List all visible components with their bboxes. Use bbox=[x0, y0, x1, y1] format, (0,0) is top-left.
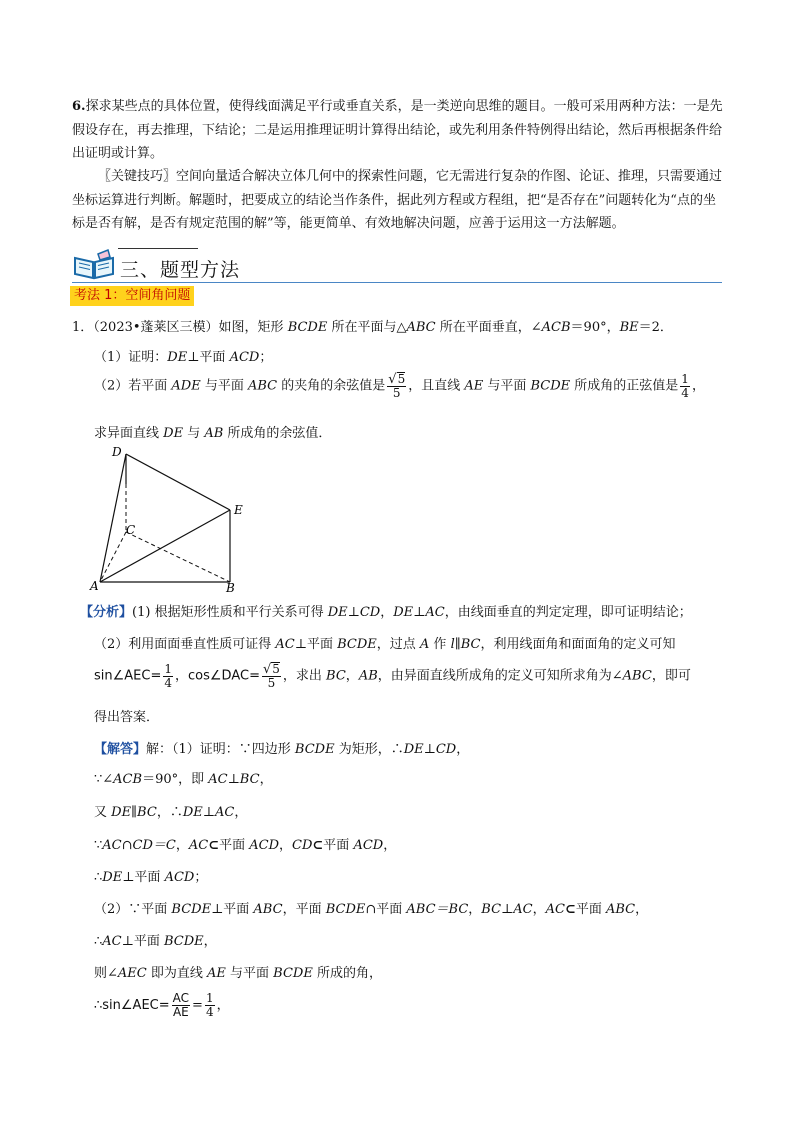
solution-s4-acd-2: ACD bbox=[353, 838, 384, 853]
q2-text-e: 与平面 bbox=[483, 378, 531, 394]
analysis-line-4 bbox=[94, 706, 159, 725]
topic-tag-label: 考法 1：空间角问题 bbox=[74, 288, 191, 303]
problem-source: （2023•蓬莱区三模） bbox=[93, 320, 219, 335]
solution-line-6 bbox=[94, 898, 648, 917]
solution-s6-abc: ABC bbox=[253, 902, 283, 917]
solution-s4-accd: AC∩CD＝C bbox=[102, 838, 176, 853]
q1-text: ⊥平面 bbox=[187, 350, 230, 365]
analysis-l2-bcde: BCDE bbox=[337, 637, 377, 652]
paragraph-number: 6. bbox=[72, 99, 86, 114]
analysis-l2-ac: AC bbox=[275, 637, 295, 652]
solution-plane-3: 平面 bbox=[575, 902, 606, 917]
solution-s6-d: ∩平面 bbox=[365, 902, 407, 917]
q2-label: （2）若平面 bbox=[94, 378, 172, 394]
solution-comma-10: ， bbox=[203, 934, 217, 949]
solution-s5-acd: ACD bbox=[164, 870, 195, 885]
solution-s9-1: 1 bbox=[205, 991, 214, 1005]
problem-statement bbox=[72, 316, 673, 335]
solution-s2-acbc: AC⊥BC bbox=[208, 772, 260, 787]
analysis-l3-a: ，求出 bbox=[282, 668, 327, 684]
sin-fraction bbox=[680, 373, 690, 400]
solution-comma-3: ， bbox=[234, 805, 248, 820]
solution-frac-1-4 bbox=[205, 992, 215, 1019]
problem-stem-b: 所在平面与△ bbox=[327, 320, 407, 335]
solution-s6-abc-2: ABC bbox=[606, 902, 636, 917]
analysis-l3-c: ，即可 bbox=[651, 668, 691, 684]
method-paragraph bbox=[72, 95, 724, 166]
q2-ade: ADE bbox=[171, 378, 201, 394]
solution-s4-a: ∵ bbox=[94, 838, 103, 853]
problem-stem-d: ＝90°， bbox=[570, 320, 620, 335]
paragraph-text: 探求某些点的具体位置，使得线面满足平行或垂直关系，是一类逆向思维的题目。一般可采用两种方法：一是先假设存在，再去推理，下结论；二是运用推理证明计算得出结论，或先利用条件特例得出结论，然后再根据条件给出证明或计算。 bbox=[72, 99, 723, 161]
problem-number: 1． bbox=[72, 320, 94, 335]
solution-comma-8: ， bbox=[532, 902, 546, 917]
analysis-f2n: 5 bbox=[272, 662, 280, 676]
key-tip-paragraph bbox=[72, 165, 724, 236]
solution-comma-2: ， bbox=[259, 772, 273, 787]
analysis-line-3 bbox=[94, 662, 691, 690]
analysis-l3-bc: BC bbox=[326, 668, 346, 684]
analysis-l3-b: ，由异面直线所成角的定义可知所求角为 bbox=[377, 668, 612, 684]
solution-s8-aec: ∠AEC bbox=[107, 966, 147, 981]
section-title: 三、题型方法 bbox=[120, 259, 241, 281]
problem-stem-e: ＝2． bbox=[638, 320, 673, 335]
solution-s5-c: ； bbox=[194, 870, 208, 885]
solution-s5-b: ⊥平面 bbox=[122, 870, 165, 885]
q2-de: DE bbox=[163, 426, 184, 441]
solution-s6-c: ，平面 bbox=[282, 902, 326, 917]
title-underline bbox=[72, 282, 722, 283]
solution-s7-b: ⊥平面 bbox=[121, 934, 164, 949]
q2-text-c: 的夹角的余弦值是 bbox=[277, 378, 386, 394]
solution-line-4 bbox=[94, 834, 396, 853]
analysis-de-ac: DE⊥AC bbox=[393, 605, 445, 620]
q1-label: （1）证明： bbox=[94, 350, 168, 365]
frac1-den: 5 bbox=[392, 386, 401, 400]
solution-comma-7: ， bbox=[468, 902, 482, 917]
q2-text-g: ， bbox=[691, 378, 705, 394]
solution-s9-a: ∴sin∠AEC= bbox=[94, 998, 170, 1013]
solution-line-2 bbox=[94, 768, 273, 787]
analysis-l2-b: ⊥平面 bbox=[294, 637, 338, 652]
q1-acd: ACD bbox=[229, 350, 260, 365]
analysis-l3-abc: ∠ABC bbox=[611, 668, 652, 684]
rect-name: BCDE bbox=[287, 320, 328, 335]
point-a: A bbox=[90, 579, 99, 593]
solution-s3-deac: DE⊥AC bbox=[182, 805, 235, 820]
solution-s6-bcac: BC⊥AC bbox=[481, 902, 533, 917]
analysis-line-1 bbox=[80, 601, 692, 620]
solution-s8-c: 与平面 bbox=[225, 966, 274, 981]
solution-subset-3: ⊂ bbox=[564, 902, 576, 917]
solution-s2-b: ＝90°，即 bbox=[142, 772, 209, 787]
solution-comma-1: ， bbox=[456, 742, 470, 757]
q2-ae: AE bbox=[464, 378, 484, 394]
analysis-l2-c: ，过点 bbox=[376, 637, 420, 652]
solution-s5-a: ∴ bbox=[94, 870, 103, 885]
segment-be: BE bbox=[619, 320, 639, 335]
analysis-l2-a: （2）利用面面垂直性质可证得 bbox=[94, 637, 276, 652]
analysis-sin: sin∠AEC= bbox=[94, 668, 162, 684]
solution-label: 【解答】 bbox=[94, 742, 147, 757]
solution-s6-bcde: BCDE bbox=[171, 902, 212, 917]
solution-s1-decd: DE⊥CD bbox=[403, 742, 457, 757]
solution-line-7 bbox=[94, 930, 217, 949]
solution-frac-ac-ae bbox=[172, 992, 190, 1019]
q2-text-i: 与 bbox=[183, 426, 205, 441]
analysis-frac-1 bbox=[163, 663, 173, 690]
q2-text-b: 与平面 bbox=[200, 378, 248, 394]
point-c: C bbox=[126, 523, 136, 537]
solution-s4-cd: CD bbox=[292, 838, 313, 853]
frac2-num: 1 bbox=[681, 371, 689, 386]
analysis-f1d: 4 bbox=[164, 675, 172, 690]
solution-s8-d: 所成的角， bbox=[312, 966, 382, 981]
solution-s1-b: 为矩形，∴ bbox=[334, 742, 404, 757]
solution-plane-2: 平面 bbox=[323, 838, 354, 853]
solution-s6-abcbc: ABC＝BC bbox=[406, 902, 469, 917]
analysis-l2-d: 作 bbox=[429, 637, 451, 652]
solution-s6-a: （2）∵平面 bbox=[94, 902, 172, 917]
solution-s8-b: 即为直线 bbox=[146, 966, 207, 981]
cos-fraction bbox=[387, 372, 406, 400]
solution-line-9 bbox=[94, 992, 230, 1019]
part-2-question-cont bbox=[94, 422, 331, 441]
analysis-f1n: 1 bbox=[164, 661, 172, 676]
q2-text-d: ，且直线 bbox=[408, 378, 465, 394]
solution-s9-fd: AE bbox=[172, 1005, 189, 1019]
q2-text-f: 所成角的正弦值是 bbox=[570, 378, 679, 394]
solution-s4-ac: AC bbox=[188, 838, 209, 853]
part-2-question bbox=[94, 372, 705, 400]
analysis-sqrt-sign: √ bbox=[262, 662, 272, 677]
analysis-l1-a: (1) 根据矩形性质和平行关系可得 bbox=[132, 605, 328, 620]
solution-s7-ac: AC bbox=[102, 934, 122, 949]
q1-end: ； bbox=[259, 350, 273, 365]
solution-comma-6: ， bbox=[383, 838, 397, 853]
solution-s3-b: ，∴ bbox=[156, 805, 183, 820]
analysis-l3-ab: AB bbox=[358, 668, 378, 684]
q1-de: DE bbox=[167, 350, 188, 365]
solution-eq: = bbox=[192, 998, 203, 1013]
solution-s6-bcde2: BCDE bbox=[325, 902, 366, 917]
solution-s6-ac: AC bbox=[545, 902, 565, 917]
part-1-question bbox=[94, 346, 272, 365]
triangle-name: ABC bbox=[406, 320, 436, 335]
book-icon bbox=[72, 248, 116, 280]
analysis-f2d: 5 bbox=[267, 676, 276, 690]
analysis-l2-a-pt: A bbox=[419, 637, 430, 652]
point-b: B bbox=[226, 581, 235, 594]
topic-tag bbox=[70, 286, 194, 306]
analysis-line-2 bbox=[94, 633, 675, 652]
solution-s8-bcde: BCDE bbox=[273, 966, 313, 981]
frac2-den: 4 bbox=[681, 385, 689, 400]
solution-s9-4: 4 bbox=[205, 1005, 214, 1019]
solution-line-8 bbox=[94, 962, 382, 981]
point-e: E bbox=[234, 503, 243, 517]
solution-line-3 bbox=[94, 801, 247, 820]
solution-s5-de: DE bbox=[102, 870, 123, 885]
problem-stem-c: 所在平面垂直， bbox=[435, 320, 531, 335]
solution-s9-fn: AC bbox=[172, 991, 190, 1005]
solution-s8-a: 则 bbox=[94, 966, 108, 981]
solution-plane-1: 平面 bbox=[219, 838, 250, 853]
analysis-frac-2 bbox=[262, 662, 281, 690]
point-d: D bbox=[112, 445, 122, 459]
solution-s7-a: ∴ bbox=[94, 934, 103, 949]
analysis-l4: 得出答案． bbox=[94, 710, 160, 725]
solution-s1-bcde: BCDE bbox=[294, 742, 335, 757]
frac1-num: 5 bbox=[397, 372, 406, 386]
solution-comma-5: ， bbox=[279, 838, 293, 853]
q2-ab: AB bbox=[204, 426, 224, 441]
analysis-de-cd: DE⊥CD bbox=[327, 605, 381, 620]
solution-line-1 bbox=[94, 738, 469, 757]
q2-abc: ABC bbox=[247, 378, 278, 394]
solution-comma-9: ， bbox=[635, 902, 649, 917]
solution-s4-acd: ACD bbox=[249, 838, 279, 853]
q2-bcde: BCDE bbox=[530, 378, 571, 394]
solution-s2-a: ∵ bbox=[94, 772, 103, 787]
geometry-figure bbox=[88, 444, 248, 594]
analysis-comma-2: ， bbox=[175, 668, 189, 684]
analysis-l1-b: ，由线面垂直的判定定理，即可证明结论； bbox=[444, 605, 692, 620]
q2-text-h: 求异面直线 bbox=[94, 426, 164, 441]
solution-s6-b: ⊥平面 bbox=[211, 902, 254, 917]
q2-text-j: 所成角的余弦值． bbox=[223, 426, 332, 441]
solution-line-5 bbox=[94, 866, 207, 885]
solution-s2-acb: ∠ACB bbox=[102, 772, 143, 787]
analysis-l2-lbc: l∥BC bbox=[450, 637, 481, 652]
analysis-cos: cos∠DAC= bbox=[188, 668, 260, 684]
solution-s1-a: 解：（1）证明：∵四边形 bbox=[146, 742, 295, 757]
sqrt-sign: √ bbox=[388, 372, 397, 387]
solution-comma-4: ， bbox=[175, 838, 189, 853]
solution-comma-11: ， bbox=[216, 998, 230, 1013]
solution-subset-2: ⊂ bbox=[312, 838, 324, 853]
solution-s7-bcde: BCDE bbox=[163, 934, 204, 949]
solution-subset-1: ⊂ bbox=[208, 838, 220, 853]
problem-stem-a: 如图，矩形 bbox=[218, 320, 288, 335]
analysis-label: 【分析】 bbox=[80, 605, 133, 620]
key-tip-text: 〖关键技巧〗空间向量适合解决立体几何中的探索性问题，它无需进行复杂的作图、论证、推理，只需要通过坐标运算进行判断。解题时，把要成立的结论当作条件，据此列方程或方程组，把“是否存在”问题转化为“点的坐标是否有解，是否有规定范围的解”等，能更简单、有效地解决问题，应善于运用这一方法解题。 bbox=[72, 169, 723, 231]
analysis-comma-3: ， bbox=[345, 668, 359, 684]
analysis-l2-e: ，利用线面角和面面角的定义可知 bbox=[480, 637, 676, 652]
analysis-comma: ， bbox=[380, 605, 394, 620]
solution-s3-debc: DE∥BC bbox=[111, 805, 157, 820]
solution-s3-a: 又 bbox=[94, 805, 112, 820]
solution-s8-ae: AE bbox=[207, 966, 226, 981]
angle-acb: ∠ACB bbox=[530, 320, 571, 335]
